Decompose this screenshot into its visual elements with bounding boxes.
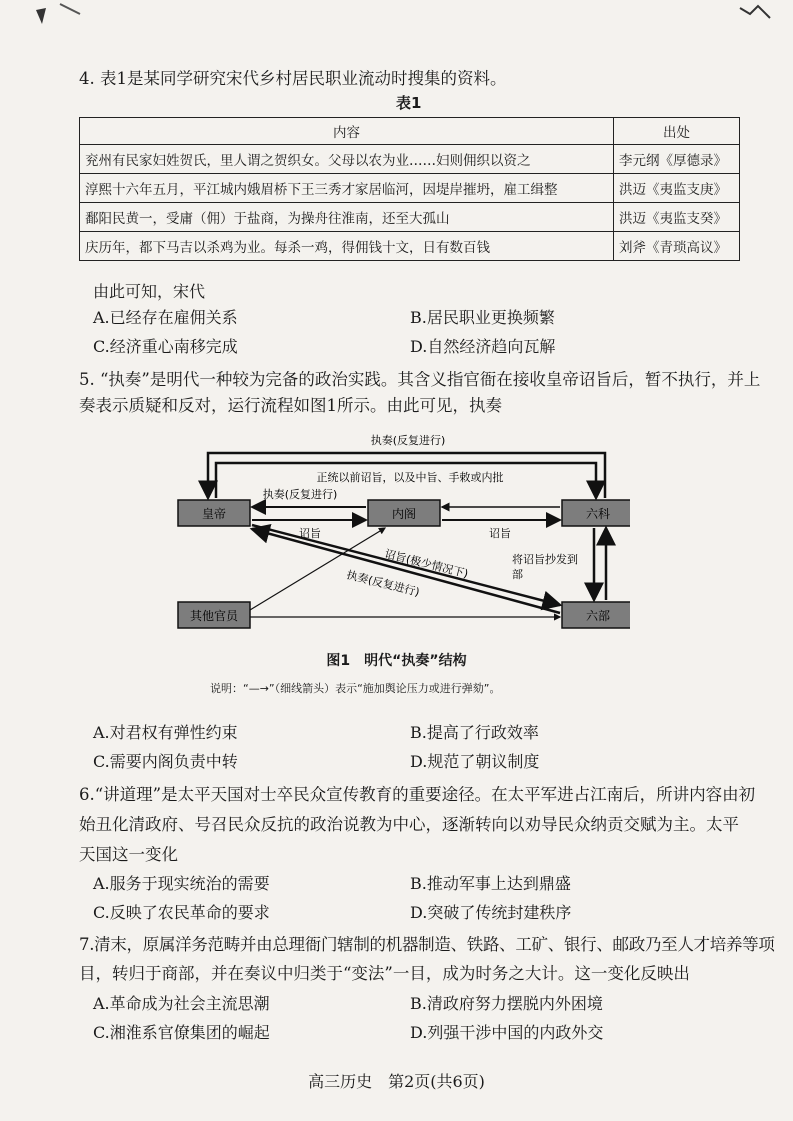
table-header-row <box>80 118 740 145</box>
label-top-inner: 正统以前诏旨，以及中旨、手敕或内批 <box>316 471 504 484</box>
q5-stem-line1: 5. “执奏”是明代一种较为完备的政治实践。其含义指官衙在接收皇帝诏旨后，暂不执行，并上 <box>79 370 761 389</box>
scan-mark <box>30 0 90 30</box>
label-emp-cab-upper: 执奏(反复进行) <box>262 488 338 501</box>
node-six-ke-label: 六科 <box>585 507 611 521</box>
q6-stem-line3: 天国这一变化 <box>79 845 178 864</box>
label-diag-up: 执奏(反复进行) <box>345 568 421 599</box>
label-diag-down: 诏旨(极少情况下) <box>383 547 470 581</box>
label-ke-bu-1: 将诏旨抄发到 <box>512 553 578 566</box>
label-emp-cab-lower: 诏旨 <box>299 527 321 540</box>
option-c[interactable]: C.反映了农民革命的要求 <box>93 903 270 922</box>
node-cabinet-label: 内阁 <box>391 507 417 521</box>
table-cell: 鄱阳民黄一，受庸（佣）于盐商，为操舟往淮南，还至大孤山 <box>80 203 614 232</box>
option-b[interactable]: B.居民职业更换频繁 <box>410 308 555 327</box>
table-header: 出处 <box>614 118 740 145</box>
option-d[interactable]: D.突破了传统封建秩序 <box>410 903 572 922</box>
table-row <box>80 232 740 261</box>
table-row <box>80 145 740 174</box>
q7-stem-line2: 目，转归于商部，并在奏议中归类于“变法”一目，成为时务之大计。这一变化反映出 <box>79 964 690 983</box>
option-c[interactable]: C.经济重心南移完成 <box>93 337 238 356</box>
option-c[interactable]: C.需要内阁负责中转 <box>93 752 238 771</box>
option-d[interactable]: D.规范了朝议制度 <box>410 752 540 771</box>
label-ke-bu-2: 部 <box>512 568 523 581</box>
q6-stem-line2: 始丑化清政府、号召民众反抗的政治说教为中心，逐渐转向以劝导民众纳贡交赋为主。太平 <box>79 815 739 834</box>
zhizou-diagram <box>150 425 630 645</box>
table-cell: 李元纲《厚德录》 <box>614 145 740 174</box>
option-a[interactable]: A.对君权有弹性约束 <box>93 723 238 742</box>
table-cell: 淳熙十六年五月，平江城内娥眉桥下王三秀才家居临河，因堤岸摧坍，雇工缉整 <box>80 174 614 203</box>
option-b[interactable]: B.提高了行政效率 <box>410 723 539 742</box>
option-a[interactable]: A.已经存在雇佣关系 <box>93 308 238 327</box>
table-cell: 洪迈《夷监支癸》 <box>614 203 740 232</box>
q6-stem-line1: 6.“讲道理”是太平天国对士卒民众宣传教育的重要途径。在太平军进占江南后，所讲内容由初 <box>79 785 756 804</box>
q4-stem: 4. 表1是某同学研究宋代乡村居民职业流动时搜集的资料。 <box>79 69 507 88</box>
scan-mark <box>730 0 790 40</box>
label-top-loop: 执奏(反复进行) <box>370 434 446 447</box>
option-b[interactable]: B.推动军事上达到鼎盛 <box>410 874 571 893</box>
option-d[interactable]: D.自然经济趋向瓦解 <box>410 337 556 356</box>
option-b[interactable]: B.清政府努力摆脱内外困境 <box>410 994 603 1013</box>
node-emperor-label: 皇帝 <box>201 507 227 521</box>
table-title: 表1 <box>396 94 422 112</box>
table-cell: 刘斧《青琐高议》 <box>614 232 740 261</box>
q4-table <box>79 117 740 261</box>
figure-caption: 图1 明代“执奏”结构 <box>326 653 467 669</box>
option-a[interactable]: A.服务于现实统治的需要 <box>93 874 270 893</box>
figure-note: 说明：“—→”（细线箭头）表示“施加舆论压力或进行弹劾”。 <box>210 682 501 695</box>
option-d[interactable]: D.列强干涉中国的内政外交 <box>410 1023 604 1042</box>
arrow-officials-cabinet <box>250 528 385 610</box>
label-cab-ke: 诏旨 <box>489 527 511 540</box>
table-cell: 庆历年，都下马吉以杀鸡为业。每杀一鸡，得佣钱十文，日有数百钱 <box>80 232 614 261</box>
option-a[interactable]: A.革命成为社会主流思潮 <box>93 994 270 1013</box>
option-c[interactable]: C.湘淮系官僚集团的崛起 <box>93 1023 270 1042</box>
q5-stem-line2: 奏表示质疑和反对，运行流程如图1所示。由此可见，执奏 <box>79 396 502 415</box>
page-footer: 高三历史 第2页(共6页) <box>308 1072 485 1091</box>
node-officials-label: 其他官员 <box>189 609 239 623</box>
table-row <box>80 203 740 232</box>
table-cell: 洪迈《夷监支庚》 <box>614 174 740 203</box>
q4-lead: 由此可知，宋代 <box>93 282 206 301</box>
node-six-bu-label: 六部 <box>585 609 611 623</box>
q7-stem-line1: 7.清末，原属洋务范畴并由总理衙门辖制的机器制造、铁路、工矿、银行、邮政乃至人才培养等项 <box>79 935 775 954</box>
table-header: 内容 <box>80 118 614 145</box>
table-cell: 兖州有民家妇姓贺氏，里人谓之贺织女。父母以农为业……妇则佣织以资之 <box>80 145 614 174</box>
table-row <box>80 174 740 203</box>
